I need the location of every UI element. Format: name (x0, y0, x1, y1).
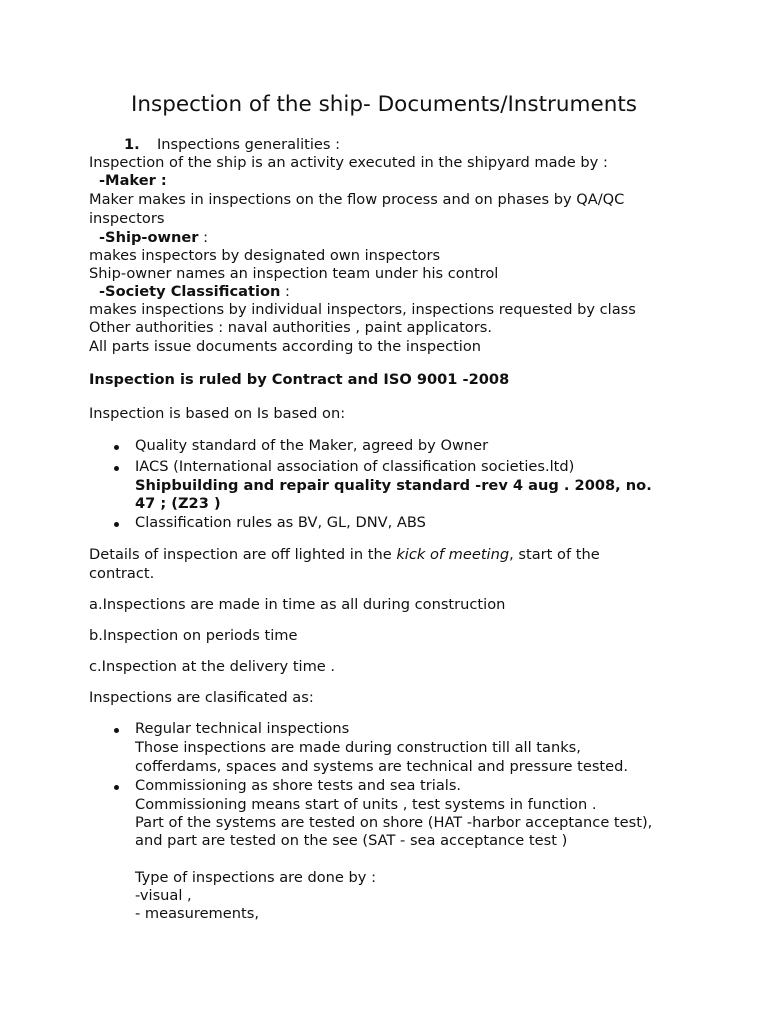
section-heading-text: Inspections generalities : (156, 136, 341, 153)
shipowner-heading (99, 229, 208, 248)
shipowner-text-line1: makes inspectors by designated own inspectors (89, 247, 441, 264)
based-list-item-2-standard-line1: Shipbuilding and repair quality standard -rev 4 aug . 2008, no. (135, 477, 652, 494)
maker-label: -Maker : (99, 172, 167, 189)
class-list-item-1: Regular technical inspections (135, 720, 350, 737)
page-title: Inspection of the ship- Documents/Instruments (131, 92, 637, 117)
maker-text-line1: Maker makes in inspections on the flow process and on phases by QA/QC (89, 191, 625, 208)
class-list-item-2-line2: Commissioning means start of units , test systems in function . (135, 796, 597, 813)
maker-text-line2: inspectors (89, 210, 165, 227)
shipowner-colon: : (198, 229, 209, 246)
bullet-icon (112, 777, 120, 785)
ruled-heading: Inspection is ruled by Contract and ISO 9001 -2008 (89, 371, 510, 388)
bullet-icon (112, 437, 120, 445)
society-colon: : (280, 283, 290, 300)
class-list-item-2-line3: Part of the systems are tested on shore (HAT -harbor acceptance test), (135, 814, 653, 831)
shipowner-label: -Ship-owner (99, 229, 199, 246)
point-a: a.Inspections are made in time as all during construction (89, 596, 506, 613)
point-b: b.Inspection on periods time (89, 627, 298, 644)
type-of-inspections-heading: Type of inspections are done by : (135, 869, 376, 886)
details-paragraph-line1 (89, 546, 600, 565)
clasificated-heading: Inspections are clasificated as: (89, 689, 314, 706)
class-list-item-1-line2: Those inspections are made during construction till all tanks, (135, 739, 581, 756)
based-list-item-2: IACS (International association of classification societies.ltd) (135, 458, 575, 475)
based-list-item-1: Quality standard of the Maker, agreed by Owner (135, 437, 489, 454)
bullet-icon (112, 458, 120, 466)
bullet-icon (112, 720, 120, 728)
shipowner-text-line2: Ship-owner names an inspection team under his control (89, 265, 499, 282)
bullet-icon (112, 514, 120, 522)
section-number: 1. (124, 136, 140, 153)
details-kick-of-meeting: kick of meeting (396, 546, 510, 563)
type-visual: -visual , (135, 887, 192, 904)
all-parts-text: All parts issue documents according to the inspection (89, 338, 482, 355)
details-post: , start of the (509, 546, 600, 563)
society-label: -Society Classification (99, 283, 281, 300)
class-list-item-1-line3: cofferdams, spaces and systems are technical and pressure tested. (135, 758, 629, 775)
details-pre: Details of inspection are off lighted in the (89, 546, 397, 563)
section-1-heading (124, 136, 340, 155)
society-heading (99, 283, 290, 302)
based-on-text: Inspection is based on Is based on: (89, 405, 346, 422)
based-list-item-3: Classification rules as BV, GL, DNV, ABS (135, 514, 426, 531)
based-list-item-2-standard-line2: 47 ; (Z23 ) (135, 495, 221, 512)
point-c: c.Inspection at the delivery time . (89, 658, 336, 675)
type-measurements: - measurements, (135, 905, 259, 922)
other-authorities-text: Other authorities : naval authorities , paint applicators. (89, 319, 492, 336)
intro-text: Inspection of the ship is an activity executed in the shipyard made by : (89, 154, 608, 171)
class-list-item-2-line4: and part are tested on the see (SAT - sea acceptance test ) (135, 832, 568, 849)
society-text: makes inspections by individual inspectors, inspections requested by class (89, 301, 636, 318)
class-list-item-2: Commissioning as shore tests and sea trials. (135, 777, 462, 794)
details-paragraph-line2: contract. (89, 565, 155, 582)
